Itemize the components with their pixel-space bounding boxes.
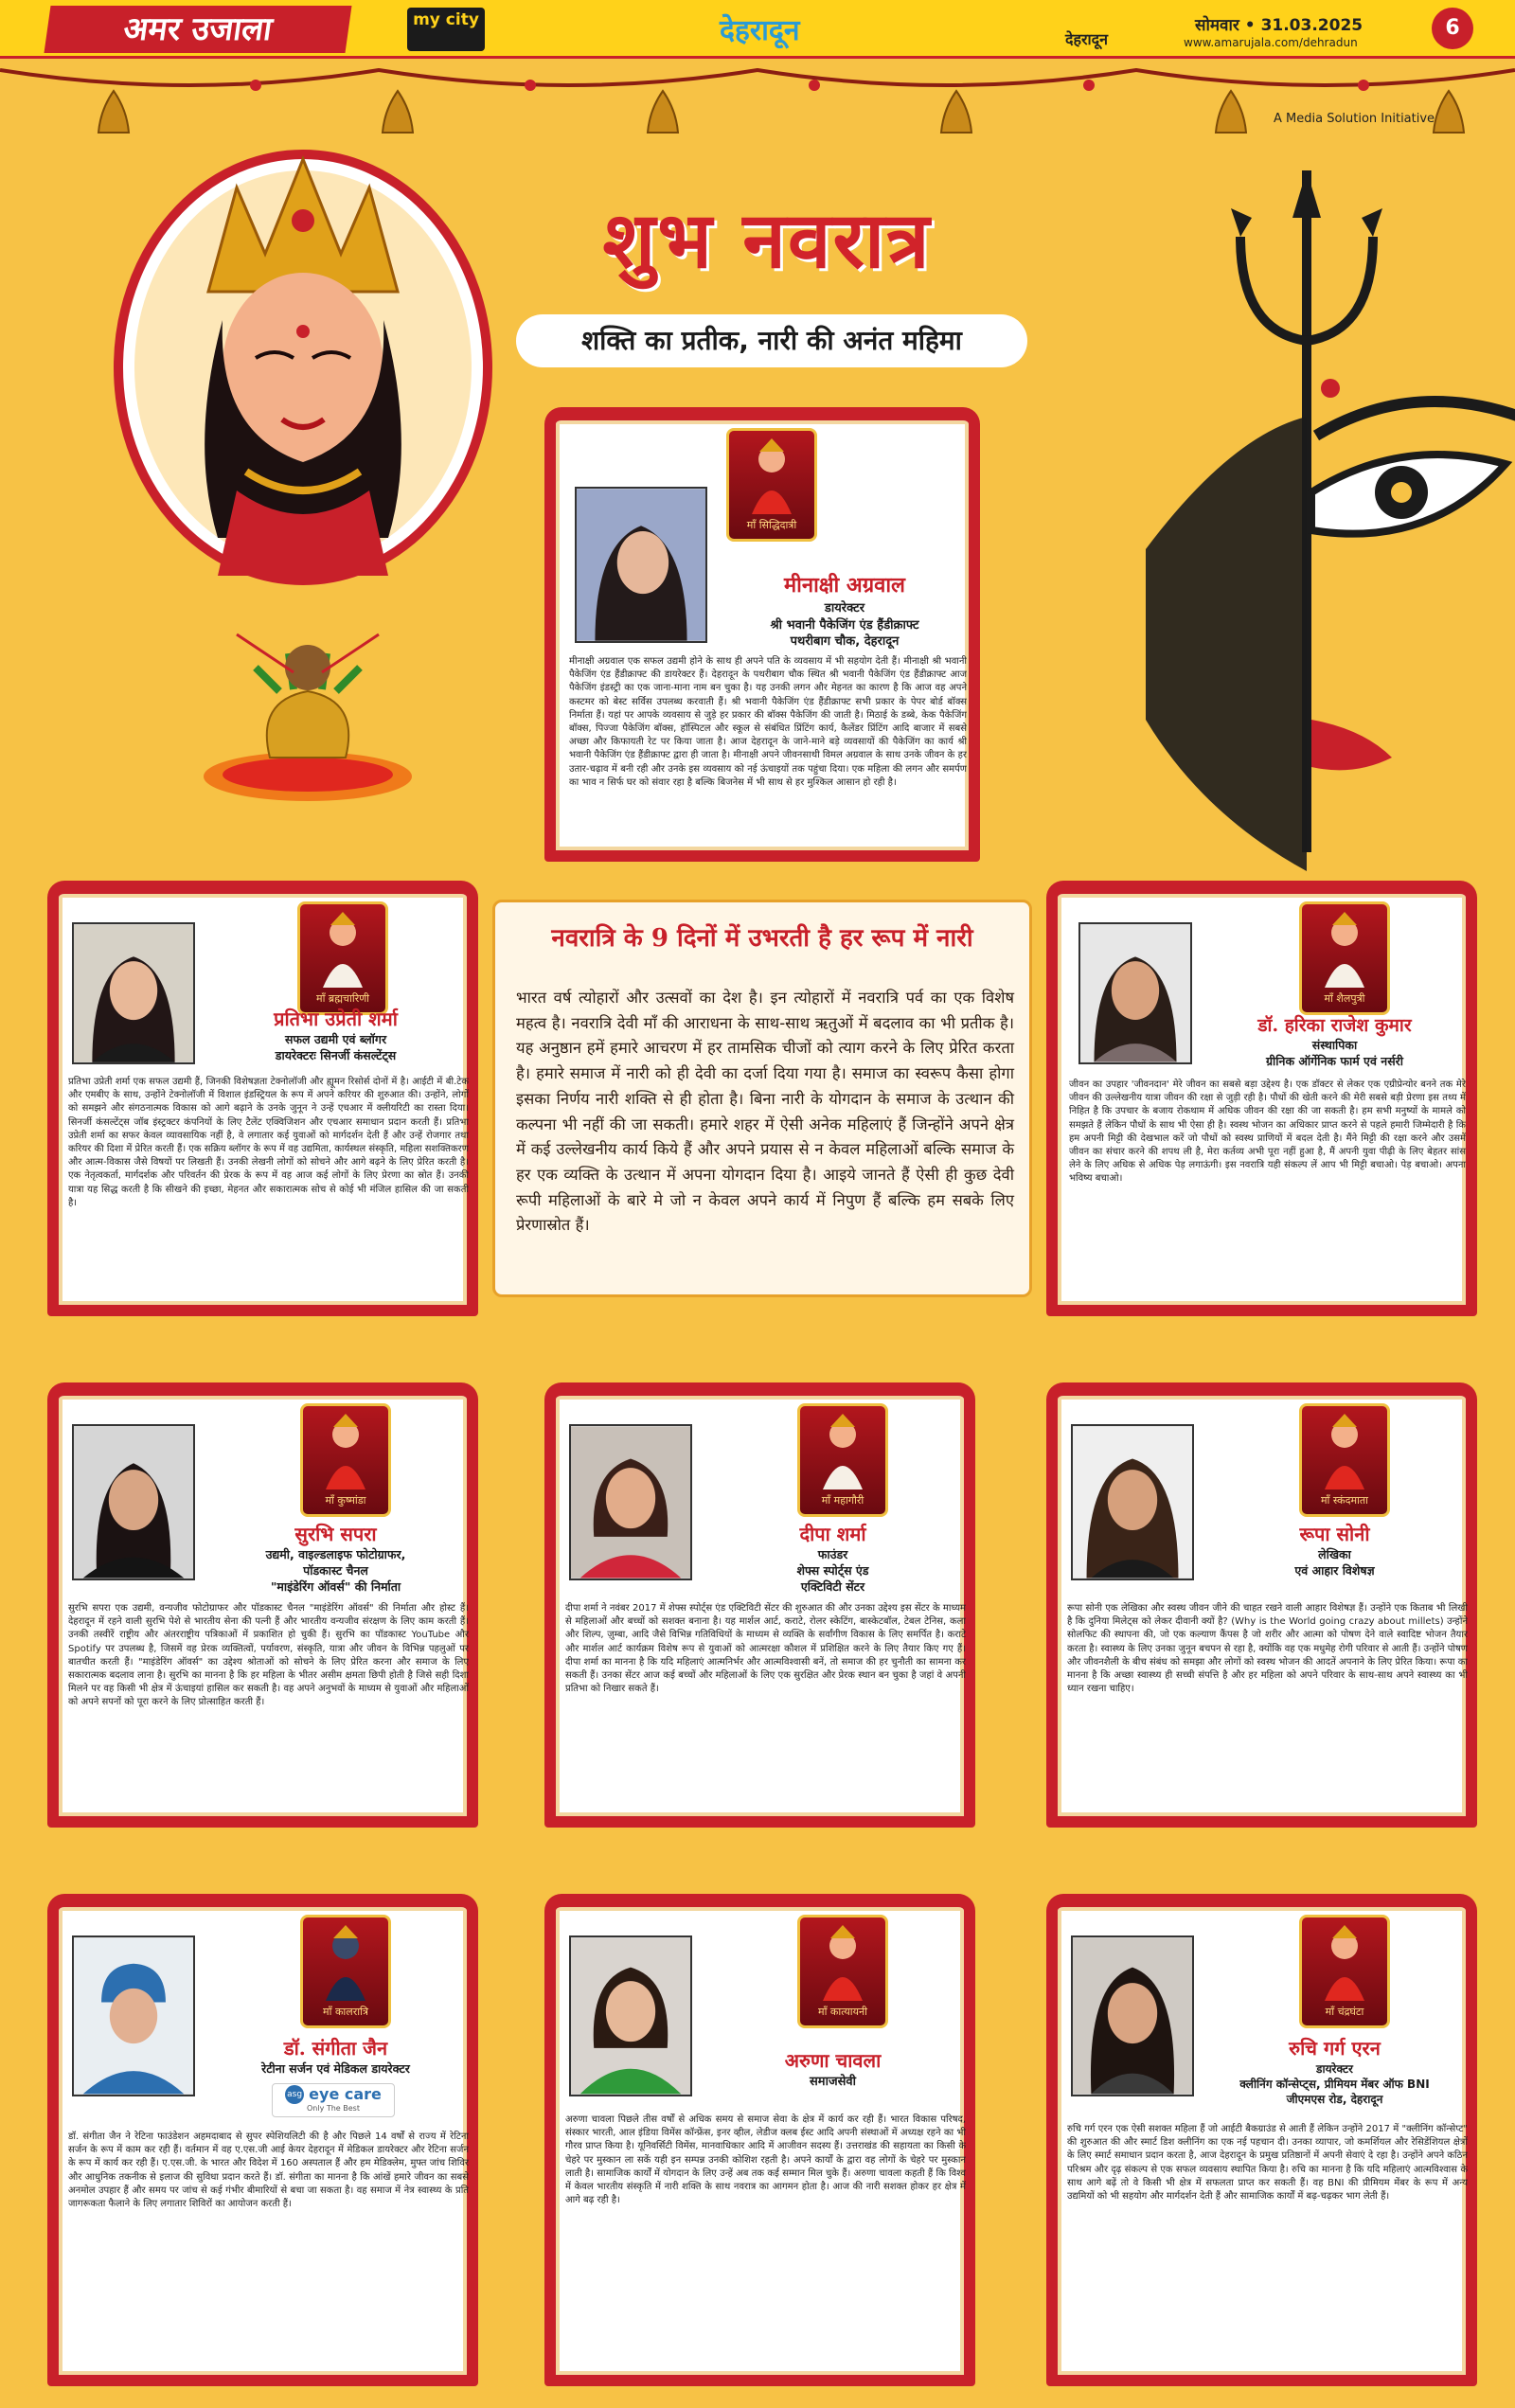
profile-photo bbox=[72, 1935, 195, 2096]
goddess-icon bbox=[1315, 1414, 1374, 1489]
person-avatar bbox=[577, 489, 705, 641]
page-title: शुभ नवरात्र bbox=[602, 195, 932, 286]
center-article-body: भारत वर्ष त्योहारों और उत्सवों का देश है। इन त्योहारों में नवरात्रि पर्व का एक विशेष महत्व है। नवरात्रि देवी माँ की आराधना के साथ-साथ ऋतुओं में बदलाव का भी प्रतीक है। यह अनुष्ठान हमें हमारे आचरण में हर तामसिक चीजों को त्याग करने के लिए प्रेरित करता है। हमारे समाज में नारी को ही देवी का दर्जा दिया गया है। समाज का स्वरूप कैसा होगा इसका निर्णय नारी शक्ति से ही होता है। बिना नारी के योगदान के समाज के उत्थान की कल्पना भी नहीं की जा सकती। हमारे शहर में ऐसी अनेक महिलाएं हैं जिन्होंने अपने क्षेत्र में कई उल्लेखनीय कार्य किये हैं और अपने प्रयास से न केवल महिलाओं बल्कि समाज के हर एक व्यक्ति के उत्थान में अपना योगदान दिया है। आइये जानते हैं ऐसी ही कुछ देवी रूपी महिलाओं के बारे मे जो न केवल अपने कार्य में निपुण हैं बल्कि हम सबके लिए प्रेरणास्रोत हैं। bbox=[516, 989, 1014, 1235]
website-url[interactable]: www.amarujala.com/dehradun bbox=[1184, 36, 1358, 49]
profile-body: रुचि गर्ग एरन एक ऐसी सशक्त महिला हैं जो आईटी बैकग्राउंड से आती हैं लेकिन उन्होंने 2017 में "क्लीनिंग कॉन्सेप्ट" की शुरुआत की और स्मार्ट डिश क्लीनिंग का एक नई पहचान दी। उनका व्यापार, जो कमर्शियल और रेसिडेंशियल क्षेत्रों के लिए स्मार्ट समाधान प्रदान करता है, आज देहरादून के प्रमुख प्रतिष्ठानों में अपनी सेवाएं दे रहा है। उन्होंने अपने कठिन परिश्रम और दृढ़ संकल्प से एक सफल व्यवसाय स्थापित किया है। रुचि का मानना है कि यदि महिलाएं आत्मविश्वास के साथ आगे बढ़ें तो वे किसी भी क्षेत्र में सफलता प्राप्त कर सकती हैं। वह BNI की प्रीमियम मेंबर के रूप में अन्य उद्यमियों को भी सहयोग और मार्गदर्शन देती हैं और सामाजिक कार्यों में बढ़-चढ़कर भाग लेती हैं। bbox=[1067, 2124, 1468, 2202]
profile-photo bbox=[1071, 1935, 1194, 2096]
profile-body: दीपा शर्मा ने नवंबर 2017 में शेफ्स स्पोर्ट्स एंड एक्टिविटी सेंटर की शुरुआत की और उनका उद्देश्य इस सेंटर के माध्यम से महिलाओं और बच्चों को सशक्त बनाना है। यह मार्शल आर्ट, कराटे, रोलर स्केटिंग, बास्केटबॉल, टेबल टेनिस, कला और शिल्प, ज़ुम्बा, आदि जैसे विभिन्न गतिविधियों के माध्यम से व्यक्ति के सर्वांगीण विकास के लिए समर्पित है। कराटे और मार्शल आर्ट कार्यक्रम विशेष रूप से युवाओं को आत्मरक्षा कौशल में प्रशिक्षित करने के लिए तैयार किए गए हैं। दीपा शर्मा का मानना है कि यदि महिलाएं आत्मनिर्भर और आत्मविश्वासी बनें, तो समाज की हर चुनौती का सामना कर सकती हैं। उनका सेंटर आज कई बच्चों और महिलाओं के लिए एक सुरक्षित और प्रेरक स्थान बन चुका है जहां वे अपनी प्रतिभा को निखार सकते हैं। bbox=[565, 1603, 966, 1695]
goddess-icon bbox=[316, 1414, 375, 1489]
profile-photo bbox=[575, 487, 707, 643]
profile-name: डॉ. संगीता जैन bbox=[283, 2037, 388, 2060]
kalash-illustration bbox=[199, 615, 417, 805]
profile-name: दीपा शर्मा bbox=[799, 1523, 866, 1545]
goddess-badge-label: माँ शैलपुत्री bbox=[1324, 992, 1365, 1005]
trident-eye-illustration bbox=[1089, 152, 1515, 871]
profile-role: उद्यमी, वाइल्डलाइफ फोटोग्राफर, पॉडकास्ट चैनल "माइंडेरिंग ऑवर्स" की निर्माता bbox=[265, 1547, 406, 1594]
goddess-badge-label: माँ चंद्रघंटा bbox=[1325, 2006, 1364, 2018]
page-number: 6 bbox=[1432, 8, 1473, 49]
goddess-badge-label: माँ स्कंदमाता bbox=[1320, 1494, 1369, 1507]
profile-photo bbox=[1078, 922, 1192, 1064]
profile-role: डायरेक्टर श्री भवानी पैकेजिंग एंड हैंडीक्राफ्ट पथरीबाग चौक, देहरादून bbox=[770, 601, 919, 650]
goddess-badge-label: माँ कुष्मांडा bbox=[325, 1494, 366, 1507]
profile-photo bbox=[72, 1424, 195, 1580]
asg-logo-tagline: Only The Best bbox=[306, 2103, 360, 2113]
goddess-badge-label: माँ महागौरी bbox=[821, 1494, 864, 1507]
profile-name: सुरभि सपरा bbox=[294, 1523, 377, 1545]
center-article bbox=[492, 900, 1032, 1297]
goddess-badge-label: माँ कात्यायनी bbox=[818, 2006, 867, 2018]
profile-name: प्रतिभा उप्रेती शर्मा bbox=[274, 1008, 398, 1030]
person-avatar bbox=[74, 1937, 193, 2095]
person-avatar bbox=[571, 1426, 690, 1579]
mycity-logo: my city bbox=[407, 8, 485, 51]
goddess-badge bbox=[797, 1915, 888, 2028]
initiative-label: A Media Solution Initiative bbox=[1274, 112, 1435, 126]
goddess-icon bbox=[1315, 912, 1374, 988]
profile-card-aruna bbox=[544, 1894, 975, 2386]
profile-role: फाउंडर शेफ्स स्पोर्ट्स एंड एक्टिविटी सेंटर bbox=[796, 1547, 869, 1594]
goddess-icon bbox=[1315, 1925, 1374, 2001]
goddess-icon bbox=[313, 912, 372, 988]
goddess-badge bbox=[797, 1403, 888, 1517]
profile-role: संस्थापिका ग्रीनिक ऑर्गेनिक फार्म एवं नर्सरी bbox=[1265, 1038, 1404, 1068]
profile-name: डॉ. हरिका राजेश कुमार bbox=[1257, 1015, 1412, 1036]
person-avatar bbox=[74, 1426, 193, 1579]
durga-illustration bbox=[104, 131, 502, 585]
goddess-badge bbox=[1299, 901, 1390, 1015]
goddess-badge bbox=[297, 901, 388, 1015]
profile-name: अरुणा चावला bbox=[784, 2049, 882, 2072]
profile-photo bbox=[569, 1424, 692, 1580]
edition-city: देहरादून bbox=[720, 14, 800, 47]
goddess-badge-label: माँ ब्रह्मचारिणी bbox=[316, 992, 369, 1005]
goddess-badge bbox=[1299, 1915, 1390, 2028]
goddess-icon bbox=[316, 1925, 375, 2001]
asg-logo-mark: asg bbox=[285, 2085, 304, 2104]
profile-card-deepa bbox=[544, 1382, 975, 1828]
person-avatar bbox=[1073, 1937, 1192, 2095]
profile-card-meenakshi bbox=[544, 407, 980, 862]
profile-body: सुरभि सपरा एक उद्यमी, वन्यजीव फोटोग्राफर और पॉडकास्ट चैनल "माइंडेरिंग ऑवर्स" की निर्माता और होस्ट हैं। देहरादून में रहने वाली सुरभि पेशे से भारतीय सेना की पत्नी हैं और भारतीय वन्यजीव संरक्षण के लिए काम करती हैं। उनकी तस्वीरें राष्ट्रीय और अंतरराष्ट्रीय पत्रिकाओं में प्रकाशित हो चुकी हैं। सुरभि का पॉडकास्ट YouTube और Spotify पर उपलब्ध है, जिसमें वह प्रेरक व्यक्तित्वों, पर्यावरण, संस्कृति, यात्रा और जीवन के विभिन्न पहलुओं पर बातचीत करती हैं। "माइंडेरिंग ऑवर्स" का उद्देश्य श्रोताओं को सोचने के लिए प्रेरित करना और समाज के लिए सकारात्मक बदलाव लाना है। सुरभि का मानना है कि हर महिला के भीतर असीम क्षमता छिपी होती है जिसे सही दिशा मिलने पर वह किसी भी क्षेत्र में ऊंचाइयां हासिल कर सकती है। वह अपने अनुभवों के माध्यम से युवाओं और महिलाओं को अपने सपनों को पूरा करने के लिए प्रोत्साहित करती हैं। bbox=[68, 1603, 469, 1708]
profile-body: रूपा सोनी एक लेखिका और स्वस्थ जीवन जीने की चाहत रखने वाली आहार विशेषज्ञ हैं। उन्होंने एक किताब भी लिखी है कि दुनिया मिलेट्स को लेकर दीवानी क्यों है? (Why is the World going crazy about millets) उन्होंने सोलफिट की स्थापना की, जो एक कल्याण कैंपस है जो शरीर और आत्मा को पोषण देने वाले स्वादिष्ट भोजन तैयार करता है। स्वास्थ्य के लिए उनका जुनून बचपन से रहा है, क्योंकि वह एक मधुमेह रोगी परिवार से आती हैं। उन्होंने पोषण और जीवनशैली के बीच संबंध को समझा और लोगों को स्वस्थ भोजन की आदतें अपनाने के लिए प्रेरित किया। रूपा का मानना है कि अच्छा स्वास्थ्य ही सच्ची संपत्ति है और हर महिला को अपने परिवार के साथ-साथ अपने स्वास्थ्य का भी ध्यान रखना चाहिए। bbox=[1067, 1603, 1468, 1695]
profile-name: मीनाक्षी अग्रवाल bbox=[784, 573, 905, 598]
profile-body: प्रतिभा उप्रेती शर्मा एक सफल उद्यमी हैं, जिनकी विशेषज्ञता टेक्नोलॉजी और ह्यूमन रिसोर्स दोनों में है। आईटी में बी.टेक और एमबीए के साथ, उन्होंने टेक्नोलॉजी में विशाल इंडस्ट्रियल के रूप में अपने करियर की शुरुआत की। उन्होंने, लोगों को समझने और संगठनात्मक विकास को आगे बढ़ाने के उनके जुनून ने उन्हें एचआर में क्लीयरिटी का रास्ता दिया। सिनर्जी कंसल्टेंट्स जॉब इंस्ट्रक्टर कंपनियों के लिए टैलेंट एक्विजिशन और एचआर समाधान प्रदान करती हैं। प्रतिभा उप्रेती शर्मा का सफर केवल व्यावसायिक नहीं है, वे लगातार कई युवाओं को मार्गदर्शन देती हैं और उन्हें रोजगार तथा करियर की दिशा में प्रेरित करती हैं। एक सक्रिय ब्लॉगर के रूप में वह उद्यमिता, कार्यस्थल संस्कृति, महिला सशक्तिकरण और आत्म-विकास जैसे विषयों पर लिखती हैं। उनकी लेखनी लोगों को सोचने और आगे बढ़ने के लिए प्रेरित करती है। एक नेतृत्वकर्ता, मार्गदर्शक और परिवर्तन की प्रेरक के रूप में वह आज कई लोगों के लिए प्रेरणा का स्रोत हैं। उनकी यात्रा यह सिद्ध करती है कि सीखने की इच्छा, मेहनत और सकारात्मक सोच से कोई भी मंजिल हासिल की जा सकती है। bbox=[68, 1077, 469, 1208]
person-avatar bbox=[1080, 924, 1190, 1062]
asg-logo-text: eye care bbox=[309, 2085, 382, 2103]
profile-body: मीनाक्षी अग्रवाल एक सफल उद्यमी होने के साथ ही अपने पति के व्यवसाय में भी सहयोग देती हैं। मीनाक्षी श्री भवानी पैकेजिंग एंड हैंडीक्राफ्ट की डायरेक्टर हैं। देहरादून के पथरीबाग चौक स्थित श्री भवानी पैकेजिंग एंड हैंडीक्राफ्ट आज पैकेजिंग इंडस्ट्री का एक जाना-माना नाम बन चुका है। यह उनकी लगन और मेहनत का कारण है कि आज वह अपने कस्टमर को बेस्ट सर्विस उपलब्ध करवाती हैं। श्री भवानी पैकेजिंग एंड हैंडीक्राफ्ट सभी प्रकार के पेपर बोर्ड बॉक्स निर्माता हैं। यहां पर आपके व्यवसाय से जुड़े हर प्रकार की बॉक्स पैकेजिंग की जाती है। मिठाई के डब्बे, केक पैकेजिंग बॉक्स, पिज्जा पैकेजिंग बॉक्स, हॉस्पिटल और स्कूल से संबंधित प्रिंटिंग कार्य, कैलेंडर प्रिंटिंग आदि बाजार में सबसे अच्छा और किफायती रेट पर किया जाता है। आज देहरादून के जाने-माने बड़े व्यवसायों की पैकेजिंग का कार्य श्री भवानी पैकेजिंग एंड हैंडीक्राफ्ट द्वारा ही जाता है। मीनाक्षी अपने जीवनसाथी विमल अग्रवाल के साथ उनके जीवन के हर उतार-चढ़ाव में बनी रही और उनके इस व्यवसाय को नई ऊंचाइयों तक पहुंचा दिया। एक महिला की लगन और समर्पण का भाव न सिर्फ घर को संवार रहा है बल्कि बिजनेस में भी साथ से हर मुश्किल आसान हो रही है। bbox=[569, 656, 967, 788]
profile-card-surabhi bbox=[47, 1382, 478, 1828]
goddess-badge bbox=[1299, 1403, 1390, 1517]
goddess-badge-label: माँ कालरात्रि bbox=[323, 2006, 368, 2018]
profile-card-harika bbox=[1046, 881, 1477, 1316]
profile-card-ruchi bbox=[1046, 1894, 1477, 2386]
goddess-badge bbox=[300, 1403, 391, 1517]
profile-card-sangeeta bbox=[47, 1894, 478, 2386]
profile-card-pratibha bbox=[47, 881, 478, 1316]
profile-body: डॉ. संगीता जैन ने रेटिना फाउंडेशन अहमदाबाद से सुपर स्पेशियलिटी की है और पिछले 14 वर्षों से राज्य में रेटिना सर्जन के रूप में काम कर रही हैं। वर्तमान में वह ए.एस.जी आई केयर देहरादून में मेडिकल डायरेक्टर और रेटिना सर्जन के रूप में कार्य कर रही हैं। ए.एस.जी. के भारत और विदेश में 160 अस्पताल हैं और हम मेडिक्लेम, मुफ्त जांच शिविर और आधुनिक तकनीक से इलाज की सुविधा प्रदान करते हैं। डॉ. संगीता का मानना है कि आंखें हमारे जीवन का सबसे अनमोल उपहार हैं और समय पर जांच से कई गंभीर बीमारियों से बचा जा सकता है। वह समाज में नेत्र स्वास्थ्य के प्रति जागरूकता फैलाने के लिए लगातार शिविरों का आयोजन करती हैं। bbox=[68, 2132, 469, 2209]
profile-role: रेटीना सर्जन एवं मेडिकल डायरेक्टर bbox=[261, 2061, 410, 2076]
goddess-badge bbox=[726, 428, 817, 542]
center-article-heading: नवरात्रि के 9 दिनों में उभरती है हर रूप में नारी bbox=[551, 924, 973, 953]
person-avatar bbox=[1073, 1426, 1192, 1579]
profile-card-rupa bbox=[1046, 1382, 1477, 1828]
profile-role: डायरेक्टर क्लीनिंग कॉन्सेप्ट्स, प्रीमियम मेंबर ऑफ BNI जीएमएस रोड, देहरादून bbox=[1239, 2062, 1430, 2107]
goddess-icon bbox=[742, 438, 801, 514]
newspaper-logo: अमर उजाला bbox=[44, 6, 351, 53]
profile-body: अरुणा चावला पिछले तीस वर्षों से अधिक समय से समाज सेवा के क्षेत्र में कार्य कर रही हैं। भारत विकास परिषद, संस्कार भारती, आल इंडिया विमेंस कॉन्फ्रेंस, इनर व्हील, लेडीज क्लब ईस्ट आदि अपनी संस्थाओं में अध्यक्ष रहने का भी गौरव प्राप्त किया है। यूनिवर्सिटी विमेंस, मानवाधिकार आदि में आजीवन सदस्य हैं। उत्तराखंड की सहायता का किसी के चेहरे पर मुस्कान ला सकें यही इन सम्पन्न उनकी कोशिश रहती है। अपने कार्यों के द्वारा वह लोगों के चेहरे पर मुस्कान लाती है। सामाजिक कार्यों में योगदान के लिए उन्हें अब तक कई सम्मान मिल चुके हैं। अरुणा चावला कहती हैं कि विश्व में केवल भारतीय संस्कृति में नारी शक्ति के साथ नवरात्र का आगमन होता है। आज की नारी सशक्त होकर हर क्षेत्र में आगे बढ़ रही है। bbox=[565, 2114, 966, 2206]
goddess-icon bbox=[813, 1414, 872, 1489]
person-avatar bbox=[571, 1937, 690, 2095]
goddess-badge-label: माँ सिद्धिदात्री bbox=[746, 519, 797, 531]
person-avatar bbox=[74, 924, 193, 1062]
profile-role: समाजसेवी bbox=[810, 2075, 856, 2089]
profile-role: लेखिका एवं आहार विशेषज्ञ bbox=[1294, 1547, 1375, 1578]
edition-date: सोमवार • 31.03.2025 bbox=[1195, 16, 1364, 35]
goddess-badge bbox=[300, 1915, 391, 2028]
masthead bbox=[0, 0, 1515, 59]
page-subtitle: शक्ति का प्रतीक, नारी की अनंत महिमा bbox=[516, 314, 1027, 367]
profile-role: सफल उद्यमी एवं ब्लॉगर डायरेक्टरः सिनर्जी कंसल्टेंट्स bbox=[275, 1032, 397, 1062]
profile-photo bbox=[72, 922, 195, 1064]
profile-body: जीवन का उपहार 'जीवनदान' मेरे जीवन का सबसे बड़ा उद्देश्य है। एक डॉक्टर से लेकर एक एग्रीप्रेन्योर बनने तक मेरे जीवन की उल्लेखनीय यात्रा जीवन की रक्षा से जुड़ी रही है। पौधों की खेती करने की मेरी सबसे बड़ी प्रेरणा इस तथ्य में निहित है कि उपचार के बजाय रोकथाम में अधिक जीवन की रक्षा की जा सकती है। हम सभी मनुष्यों के मामले को समझते हैं लेकिन पौधों के साथ भी ऐसा ही है। स्वस्थ भोजन का अधिकार प्राप्त करने से पहले हमारी जिम्मेदारी है कि हम अपनी मिट्टी की देखभाल करें जो पौधों को स्वस्थ प्राणियों में बदल देती है। मैंने मिट्टी की रक्षा करने और उसमें जीवन का संचार करने की शपथ ली है, मेरा कर्तव्य अभी पूरा नहीं हुआ है, मैं अपनी युवा पीढ़ी के लिए बेहतर सांस लेने के लिए अधिक से अधिक पेड़ लगाऊंगी। इस नवरात्रि यही संकल्प लें आप भी मिट्टी बचाओ। पेड़ बचाओ। अपना भविष्य बचाओ। bbox=[1069, 1079, 1466, 1185]
profile-photo bbox=[569, 1935, 692, 2096]
profile-name: रूपा सोनी bbox=[1299, 1523, 1370, 1545]
asg-eye-care-logo bbox=[272, 2083, 395, 2117]
goddess-icon bbox=[813, 1925, 872, 2001]
profile-photo bbox=[1071, 1424, 1194, 1580]
edition-city-small: देहरादून bbox=[1065, 30, 1109, 48]
profile-name: रुचि गर्ग एरन bbox=[1289, 2037, 1381, 2060]
